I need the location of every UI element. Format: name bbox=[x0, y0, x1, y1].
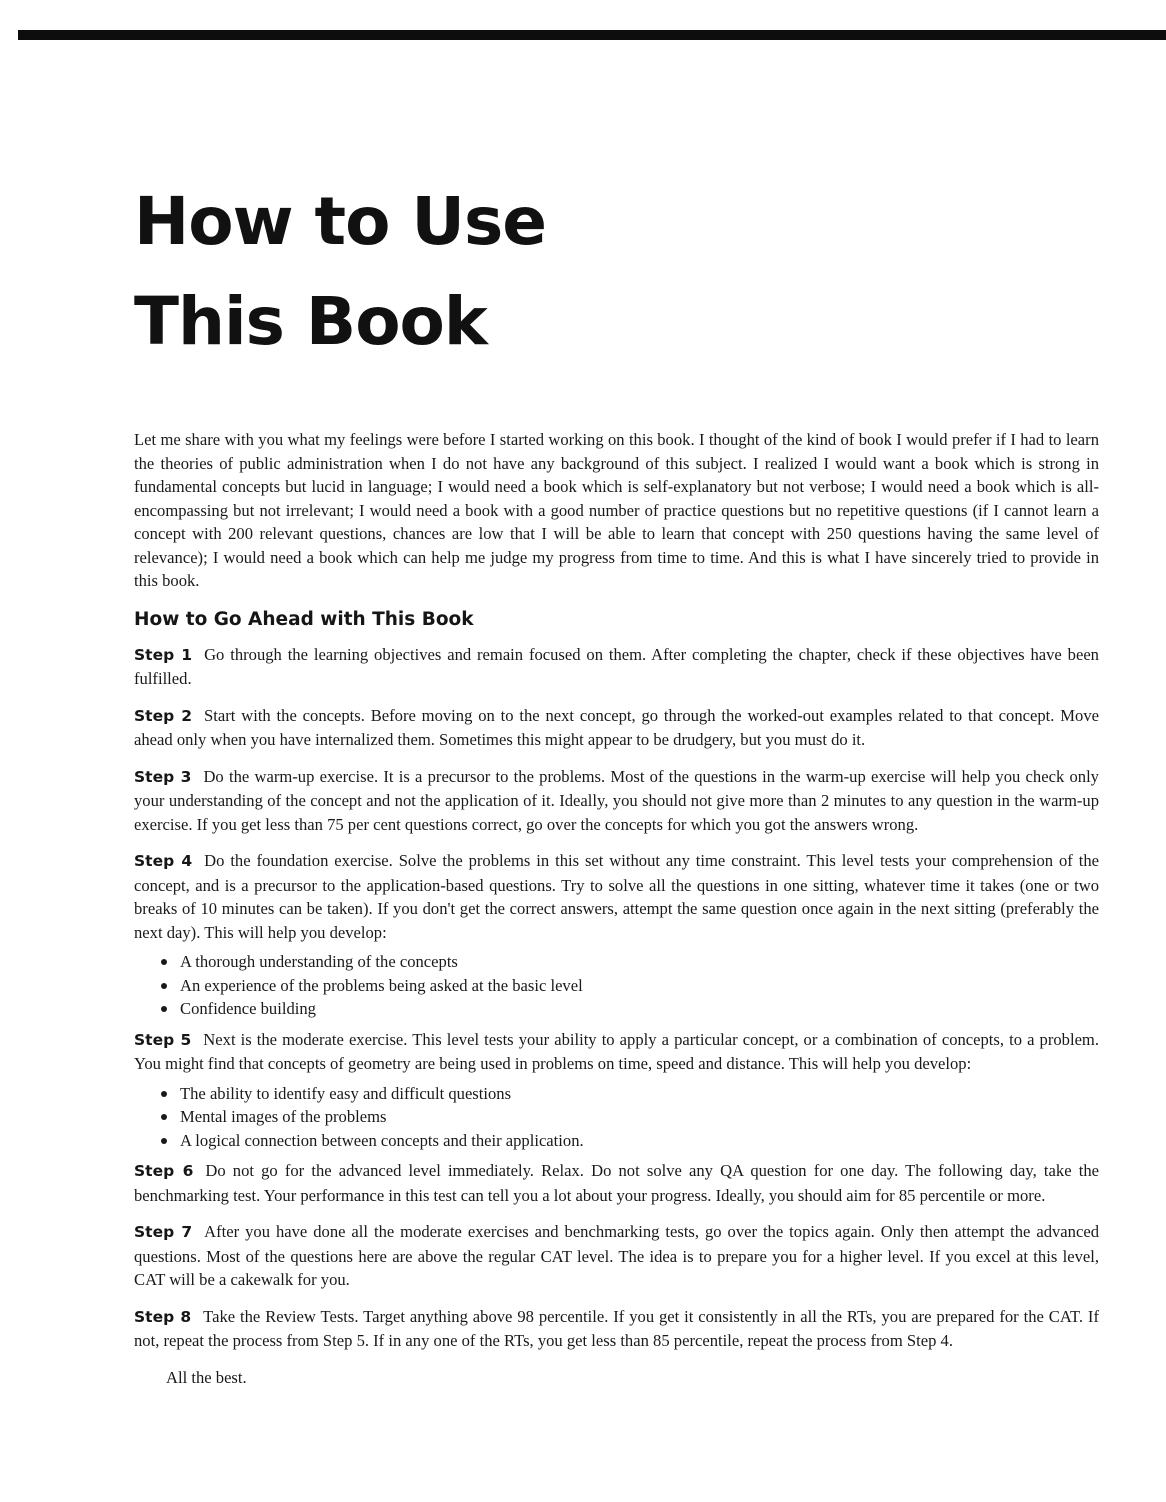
step-1-text: Go through the learning objectives and remain focused on them. After completing the chapter, check if these objectives have been fulfilled. bbox=[134, 644, 1099, 688]
step-7-text: After you have done all the moderate exercises and benchmarking tests, go over the topics again. Only then attempt the advanced questions. Most of the questions here are above the regular CAT level. The idea is to prepare you for a higher level. If you excel at this level, CAT will be a cakewalk for you. bbox=[134, 1222, 1099, 1289]
step-7-label: Step 7 bbox=[134, 1223, 193, 1241]
title-line-2: This Book bbox=[134, 283, 487, 360]
section-heading: How to Go Ahead with This Book bbox=[134, 608, 474, 630]
step-6-text: Do not go for the advanced level immediately. Relax. Do not solve any QA question for one day. The following day, take the benchmarking test. Your performance in this test can tell you a lot about your progress. Ideally, you should aim for 85 percentile or more. bbox=[134, 1161, 1099, 1205]
step-4 bbox=[134, 849, 1099, 944]
step-4-text: Do the foundation exercise. Solve the problems in this set without any time constraint. This level tests your comprehension of the concept, and is a precursor to the application-based questions. Try to solve all the questions in one sitting, whatever time it takes (one or two breaks of 10 minutes can be taken). If you don't get the correct answers, attempt the same question once again in the next sitting (preferably the next day). This will help you develop: bbox=[134, 851, 1099, 942]
list-item: The ability to identify easy and difficult questions bbox=[180, 1082, 1099, 1106]
step-1 bbox=[134, 643, 1099, 691]
step-1-label: Step 1 bbox=[134, 645, 193, 664]
step-3 bbox=[134, 765, 1099, 837]
intro-paragraph: Let me share with you what my feelings were before I started working on this book. I thought of the kind of book I would prefer if I had to learn the theories of public administration when I do not have any background of this subject. I realized I would want a book which is strong in fundamental concepts but lucid in language; I would need a book which is self-explanatory but not verbose; I would need a book which is all-encompassing but not irrelevant; I would need a book with a good number of practice questions but no repetitive questions (if I cannot learn a concept with 200 relevant questions, chances are low that I will be able to learn that concept with 250 questions having the same level of relevance); I would need a book which can help me judge my progress from time to time. And this is what I have sincerely tried to provide in this book. bbox=[134, 430, 1099, 590]
step-8-label: Step 8 bbox=[134, 1307, 192, 1326]
step-5-text: Next is the moderate exercise. This level tests your ability to apply a particular concept, or a combination of concepts, to a problem. You might find that concepts of geometry are being used in problems on time, speed and distance. This will help you develop: bbox=[134, 1029, 1099, 1073]
closing-line: All the best. bbox=[166, 1367, 247, 1387]
top-rule bbox=[18, 30, 1166, 40]
list-item: An experience of the problems being asked at the basic level bbox=[180, 974, 1099, 998]
step-8-text: Take the Review Tests. Target anything above 98 percentile. If you get it consistently in all the RTs, you are prepared for the CAT. If not, repeat the process from Step 5. If in any one of the RTs, you get less than 85 percentile, repeat the process from Step 4. bbox=[134, 1306, 1099, 1350]
step-3-text: Do the warm-up exercise. It is a precursor to the problems. Most of the questions in the warm-up exercise will help you check only your understanding of the concept and not the application of it. Ideally, you should not give more than 2 minutes to any question in the warm-up exercise. If you get less than 75 per cent questions correct, go over the concepts for which you got the answers wrong. bbox=[134, 766, 1099, 834]
title-line-1: How to Use bbox=[134, 183, 547, 260]
step-4-label: Step 4 bbox=[134, 852, 193, 870]
step-2-text: Start with the concepts. Before moving on to the next concept, go through the worked-out examples related to that concept. Move ahead only when you have internalized them. Sometimes this might appear to be drudgery, but you must do it. bbox=[134, 705, 1099, 749]
step-5-bullet-list bbox=[134, 1082, 1099, 1153]
list-item: A thorough understanding of the concepts bbox=[180, 950, 1099, 974]
body-content bbox=[134, 428, 1099, 1389]
step-6-label: Step 6 bbox=[134, 1162, 194, 1180]
step-3-label: Step 3 bbox=[134, 767, 192, 786]
step-2-label: Step 2 bbox=[134, 706, 193, 725]
list-item: Confidence building bbox=[180, 997, 1099, 1021]
step-4-bullet-list bbox=[134, 950, 1099, 1021]
step-6 bbox=[134, 1159, 1099, 1207]
page-title bbox=[134, 172, 546, 372]
step-7 bbox=[134, 1220, 1099, 1292]
list-item: A logical connection between concepts and their application. bbox=[180, 1129, 1099, 1153]
step-5-label: Step 5 bbox=[134, 1030, 192, 1049]
list-item: Mental images of the problems bbox=[180, 1105, 1099, 1129]
step-2 bbox=[134, 704, 1099, 752]
step-5 bbox=[134, 1028, 1099, 1076]
step-8 bbox=[134, 1305, 1099, 1353]
